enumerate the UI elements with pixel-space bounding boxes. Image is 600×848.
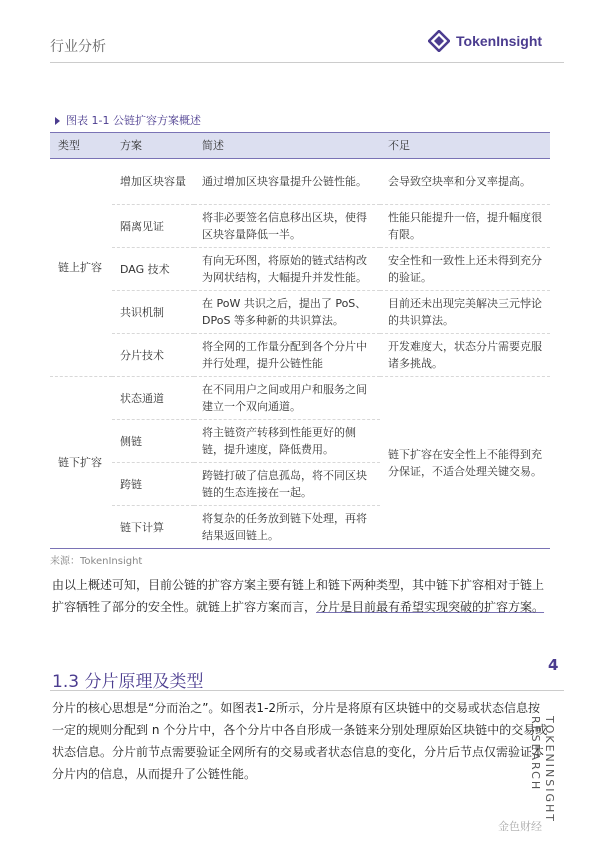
figure-caption <box>55 112 201 128</box>
tokeninsight-logo-icon <box>428 30 450 52</box>
shortcoming-cell: 目前还未出现完美解决三元悖论的共识算法。 <box>380 291 550 334</box>
scheme-cell: 增加区块容量 <box>112 159 194 205</box>
table-source: 来源：TokenInsight <box>50 556 143 567</box>
header-section-label: 行业分析 <box>50 39 106 55</box>
desc-cell: 将非必要签名信息移出区块，使得区块容量降低一半。 <box>194 205 380 248</box>
shortcoming-cell: 性能只能提升一倍，提升幅度很有限。 <box>380 205 550 248</box>
scheme-cell: DAG 技术 <box>112 248 194 291</box>
brand-logo[interactable] <box>428 30 542 52</box>
shortcoming-cell: 会导致空块率和分叉率提高。 <box>380 159 550 205</box>
highlighted-conclusion: 分片是目前最有希望实现突破的扩容方案。 <box>316 600 545 614</box>
scheme-cell: 状态通道 <box>112 377 194 420</box>
column-header: 简述 <box>194 133 380 159</box>
scheme-cell: 分片技术 <box>112 334 194 377</box>
brand-name: TokenInsight <box>456 33 543 49</box>
column-header: 类型 <box>50 133 112 159</box>
summary-paragraph <box>52 574 552 618</box>
shortcoming-cell: 链下扩容在安全性上不能得到充分保证，不适合处理关键交易。 <box>380 377 550 549</box>
shortcoming-cell: 安全性和一致性上还未得到充分的验证。 <box>380 248 550 291</box>
table-row <box>50 291 550 334</box>
caption-text: 图表 1-1 公链扩容方案概述 <box>66 114 201 127</box>
desc-cell: 在不同用户之间或用户和服务之间建立一个双向通道。 <box>194 377 380 420</box>
watermark: 金色财经 <box>498 820 542 833</box>
type-cell: 链上扩容 <box>50 159 112 377</box>
table-row <box>50 248 550 291</box>
desc-cell: 将主链资产转移到性能更好的侧链，提升速度，降低费用。 <box>194 420 380 463</box>
page-number: 4 <box>548 656 559 674</box>
caption-triangle-icon <box>55 117 60 125</box>
shortcoming-cell: 开发难度大，状态分片需要克服诸多挑战。 <box>380 334 550 377</box>
column-header: 不足 <box>380 133 550 159</box>
desc-cell: 有向无环图，将原始的链式结构改为网状结构，大幅提升并发性能。 <box>194 248 380 291</box>
body-paragraph: 分片的核心思想是“分而治之”。如图表1-2所示，分片是将原有区块链中的交易或状态信息按一定的规则分配到 n 个分片中，各个分片中各自形成一条链来分别处理原始区块链中的交易或状态信息。分片前节点需要验证全网所有的交易或者状态信息的变化，分片后节点仅需验证本分片内的信息，从而提升了公链性能。 <box>52 701 548 781</box>
vertical-branding: TOKENINSIGHT RESEARCH <box>529 716 556 823</box>
desc-cell: 通过增加区块容量提升公链性能。 <box>194 159 380 205</box>
table-row <box>50 377 550 420</box>
scheme-cell: 跨链 <box>112 463 194 506</box>
desc-cell: 将全网的工作量分配到各个分片中并行处理，提升公链性能 <box>194 334 380 377</box>
type-cell: 链下扩容 <box>50 377 112 549</box>
desc-cell: 跨链打破了信息孤岛，将不同区块链的生态连接在一起。 <box>194 463 380 506</box>
scheme-cell: 链下计算 <box>112 506 194 549</box>
scaling-table <box>50 132 550 549</box>
scheme-cell: 共识机制 <box>112 291 194 334</box>
table-row <box>50 205 550 248</box>
desc-cell: 将复杂的任务放到链下处理，再将结果返回链上。 <box>194 506 380 549</box>
column-header: 方案 <box>112 133 194 159</box>
section-title: 1.3 分片原理及类型 <box>52 672 204 692</box>
scheme-cell: 侧链 <box>112 420 194 463</box>
summary-text: 由以上概述可知，目前公链的扩容方案主要有链上和链下两种类型，其中链下扩容相对于链上扩容牺牲了部分的安全性。就链上扩容方案而言， <box>52 578 545 614</box>
scheme-cell: 隔离见证 <box>112 205 194 248</box>
table-row <box>50 159 550 205</box>
section-divider <box>50 690 564 691</box>
desc-cell: 在 PoW 共识之后，提出了 PoS、DPoS 等多种新的共识算法。 <box>194 291 380 334</box>
header-divider <box>50 62 564 63</box>
table-header-row <box>50 133 550 159</box>
table-row <box>50 334 550 377</box>
